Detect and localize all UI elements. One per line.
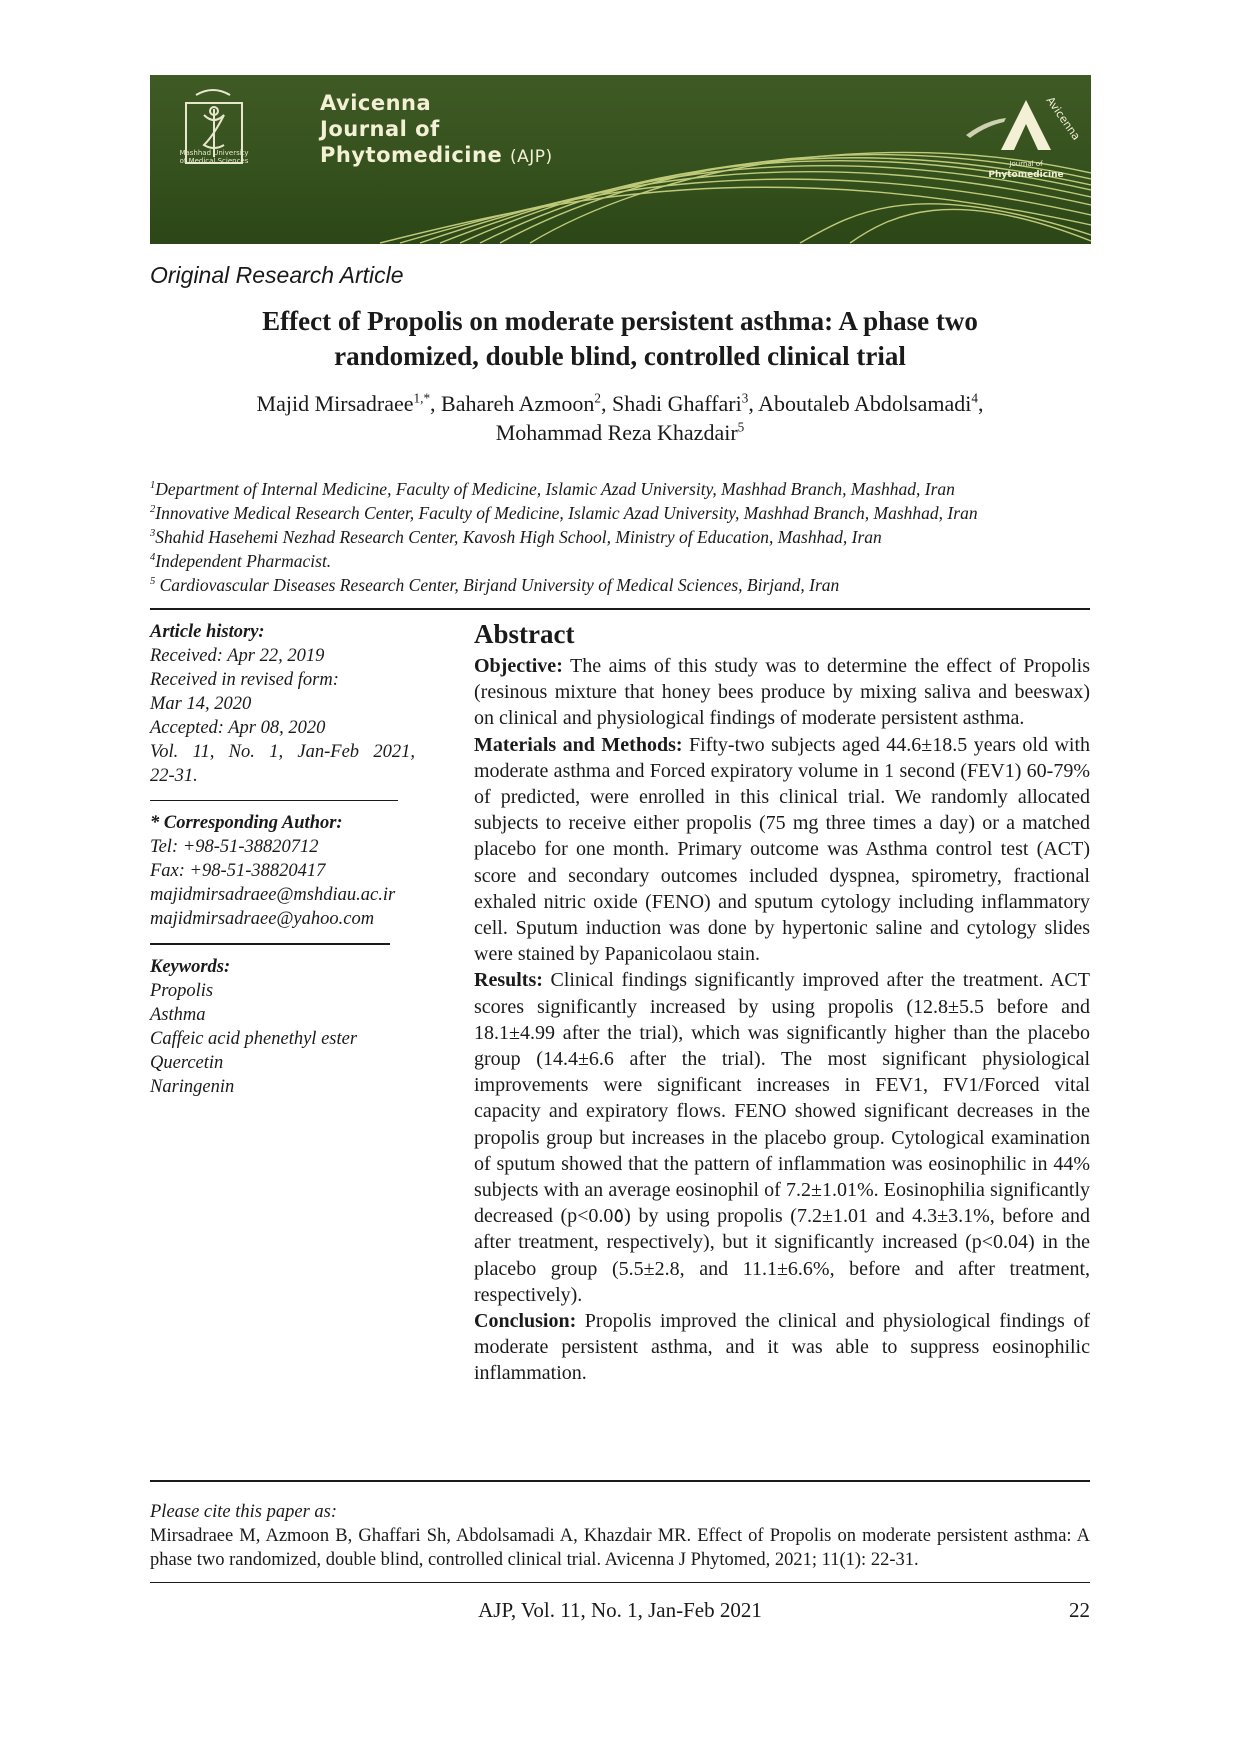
abstract-results: Results: Clinical findings significantly improved after the treatment. ACT scores significantly increased by using propolis (12.8±5.5 before and 18.1±4.99 after the trial), which was significantly higher than the placebo group (14.4±6.6 after the trial). The most significant physiological improvements were significant increases in FEV1, FV1/Forced vital capacity and expiratory flows. FENO showed significant decreases in the propolis group but increases in the placebo group. Cytological examination of sputum showed that the pattern of inflammation was eosinophilic in 44% subjects with an average eosinophil of 7.2±1.01%. Eosinophilia significantly decreased (p<0.0٥) by using propolis (7.2±1.01 and 4.3±3.1%, before and after treatment, respectively), but it significantly increased (p<0.04) in the placebo group (5.5±2.8, and 11.1±6.6%, before and after treatment, respectively). [474,969,1090,1306]
abstract-conclusion: Conclusion: Propolis improved the clinical and physiological findings of moderate persistent asthma, and it was able to suppress eosinophilic inflammation. [474,1310,1090,1385]
affiliation: $^4$Independent Pharmacist. [150,551,332,571]
sidebar-divider [150,943,390,944]
svg-text:Phytomedicine: Phytomedicine [988,170,1064,180]
author: Aboutaleb Abdolsamadi$^4$ [758,390,978,416]
abstract-methods: Materials and Methods: Fifty-two subjects aged 44.6±18.5 years old with moderate asthma and Forced expiratory volume in 1 second (FEV1) 60-79% of predicted, were enrolled in this clinical trial. We randomly allocated subjects to receive either propolis (75 mg three times a day) or a matched placebo for one month. Primary outcome was Asthma control test (ACT) score and secondary outcomes included dyspnea, spirometry, fractional exhaled nitric oxide (FENO) and sputum cytology including inflammatory cell. Sputum induction was done by hypertonic saline and cytology slides were stained by Papanicolaou stain. [474,733,1091,966]
university-name: Mashhad University of Medical Sciences [179,149,249,165]
article-history: Article history: Received: Apr 22, 2019 Received in revised form: Mar 14, 2020 Accepted: Apr 08, 2020 Vol. 11, No. 1, Jan-Feb 2021, 22-31. [150,622,415,786]
affiliation: $^1$Department of Internal Medicine, Faculty of Medicine, Islamic Azad University, Mashhad Branch, Mashhad, Iran [150,479,955,499]
page-number: 22 [1069,1598,1090,1622]
journal-logo [946,80,1081,190]
journal-name: Avicenna Journal of Phytomedicine (AJP) [320,91,553,167]
author: Shadi Ghaffari$^3$ [611,390,749,416]
keywords: Keywords: Propolis Asthma Caffeic acid phenethyl ester Quercetin Naringenin [150,955,430,1099]
keyword: Caffeic acid phenethyl ester [150,1028,358,1049]
abstract-heading: Abstract [474,619,575,649]
keyword: Propolis [150,980,214,1001]
svg-text:Journal of: Journal of [1009,160,1043,168]
citation: Please cite this paper as: Mirsadraee M, Azmoon B, Ghaffari Sh, Abdolsamadi A, Khazdair MR. Effect of Propolis on moderate persistent asthma: A phase two randomized, double blind, controlled clinical trial. Avicenna J Phytomed, 2021; 11(1): 22-31. [150,1502,1090,1570]
footer-journal-info: AJP, Vol. 11, No. 1, Jan-Feb 2021 [478,1598,762,1622]
email-link[interactable]: majidmirsadraee@mshdiau.ac.ir [150,885,396,906]
abstract [474,617,1090,1387]
paper-title: Effect of Propolis on moderate persistent asthma: A phase two randomized, double blind, controlled clinical trial [262,306,978,371]
university-logo [166,85,261,195]
email-link[interactable]: majidmirsadraee@yahoo.com [150,909,375,930]
svg-text:Avicenna: Avicenna [1043,94,1081,143]
author: Majid Mirsadraee$^{1,*}$ [256,390,431,416]
author-list: Majid Mirsadraee$^{1,*}$, Bahareh Azmoon$^2$, Shadi Ghaffari$^3$, Aboutaleb Abdolsamadi$^4$, Mohammad Reza Khazdair$^5$ [256,390,984,445]
sidebar-divider [150,800,398,801]
affiliation: $^3$Shahid Hasehemi Nezhad Research Center, Kavosh High School, Ministry of Education, Mashhad, Iran [150,527,882,547]
keyword: Naringenin [150,1076,235,1097]
author: Bahareh Azmoon$^2$ [441,390,601,416]
abstract-objective: Objective: The aims of this study was to determine the effect of Propolis (resinous mixture that honey bees produce by mixing saliva and beeswax) on clinical and physiological findings of moderate persistent asthma. [474,655,1090,730]
divider [150,608,1090,610]
affiliations [150,477,1090,597]
article-type: Original Research Article [150,262,404,288]
divider [150,1582,1090,1583]
keyword: Asthma [150,1004,206,1025]
corresponding-author: * Corresponding Author: Tel: +98-51-38820712 Fax: +98-51-38820417 majidmirsadraee@mshdiau.ac.ir majidmirsadraee@yahoo.com [150,811,430,931]
journal-banner [150,75,1091,244]
article-info-sidebar [150,620,430,1111]
affiliation: $^2$Innovative Medical Research Center, Faculty of Medicine, Islamic Azad University, Mashhad Branch, Mashhad, Iran [150,503,978,523]
author: Mohammad Reza Khazdair$^5$ [495,419,745,445]
keyword: Quercetin [150,1052,224,1073]
affiliation: $^5$ Cardiovascular Diseases Research Center, Birjand University of Medical Sciences, Birjand, Iran [150,575,840,595]
divider [150,1480,1090,1482]
